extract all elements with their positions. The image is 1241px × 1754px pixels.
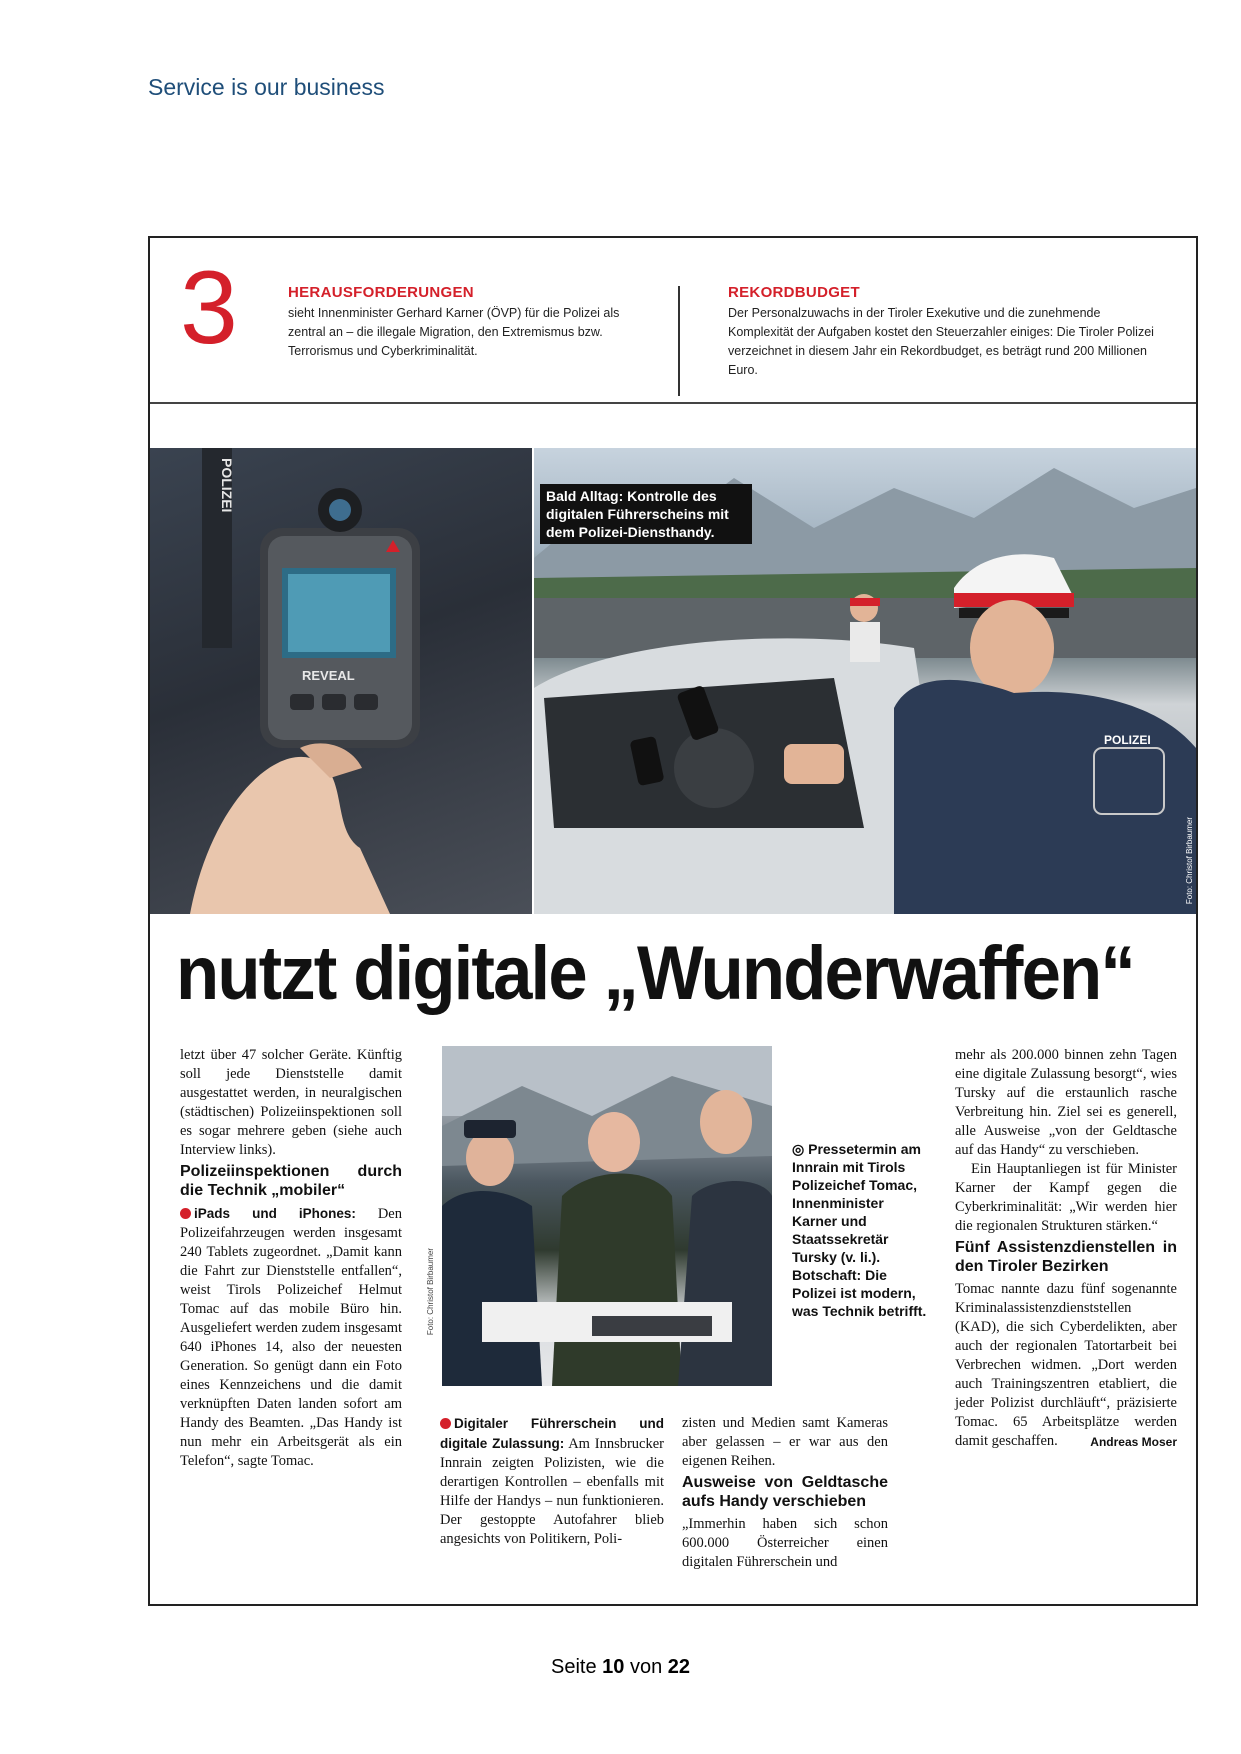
header-service-text: Service is our business bbox=[148, 74, 385, 100]
camera-icon: ◎ bbox=[792, 1141, 809, 1157]
police-badge-label: POLIZEI bbox=[1104, 733, 1151, 747]
col2-lead: Digitaler Führerschein und digitale Zulassung: bbox=[440, 1416, 664, 1451]
col1-paragraph-1: letzt über 47 solcher Geräte. Künftig soll jede Dienststelle damit ausgestattet werden, in neuralgischen (städtischen) Polizeiinspektionen soll es sogar mehrere geben (siehe auch Interview links). bbox=[180, 1047, 402, 1158]
photo-caption: Bald Alltag: Kontrolle des digitalen Führerscheins mit dem Polizei-Diensthandy. bbox=[540, 484, 752, 544]
page-total: 22 bbox=[667, 1656, 691, 1678]
inset-credit: Foto: Christof Birbaumer bbox=[426, 1248, 435, 1336]
info-left-text: sieht Innenminister Gerhard Karner (ÖVP) für die Polizei als zentral an – die illegale Migration, den Extremismus bzw. Terrorismus und Cyberkriminalität. bbox=[288, 306, 620, 358]
bullet-dot-icon bbox=[440, 1418, 451, 1429]
press-photo-illustration bbox=[442, 1046, 772, 1386]
article-column-4 bbox=[955, 1046, 1177, 1452]
col2-body: Am Innsbrucker Innrain zeigten Polizisten, wie die derartigen Kontrollen – ebenfalls mit Hilfe der Handys – nun funktionieren. Der gestoppte Autofahrer blieb angesichts von Politikern, Poli- bbox=[440, 1436, 664, 1547]
col3-subhead: Ausweise von Geldtasche aufs Handy verschieben bbox=[682, 1474, 888, 1510]
page-prefix: Seite bbox=[550, 1656, 597, 1678]
article-column-2 bbox=[440, 1414, 664, 1549]
col4-subhead: Fünf Assistenzdienstellen in den Tiroler Bezirken bbox=[955, 1239, 1177, 1275]
bodycam-illustration bbox=[150, 448, 532, 914]
article-column-1 bbox=[180, 1046, 402, 1471]
newspaper-clipping bbox=[148, 236, 1198, 1606]
info-bottom-rule bbox=[150, 402, 1196, 404]
bullet-dot-icon bbox=[180, 1208, 191, 1219]
page-mid: von bbox=[629, 1656, 663, 1678]
page-current: 10 bbox=[602, 1656, 625, 1678]
photo-credit: Foto: Christof Birbaumer bbox=[1185, 816, 1194, 904]
col1-lead: iPads und iPhones: bbox=[194, 1206, 356, 1221]
col4-paragraph-2: Ein Hauptanliegen ist für Minister Karner der Kampf gegen die Cyberkriminalität: „Wir werden hier die regionalen Strukturen stärken.“ bbox=[955, 1161, 1177, 1234]
col4-paragraph-1: mehr als 200.000 binnen zehn Tagen eine digitale Zulassung besorgt“, wies Tursky auf die erstaunlich rasche Verbreitung hin. Ziel sei es generell, alle Ausweise „von der Geldtasche auf das Handy“ zu verschieben. bbox=[955, 1047, 1177, 1158]
col4-paragraph-3 bbox=[955, 1280, 1177, 1451]
info-right-heading: REKORDBUDGET bbox=[728, 284, 860, 301]
article-column-3 bbox=[682, 1414, 888, 1572]
inset-caption-text: Pressetermin am Innrain mit Tirols Polizeichef Tomac, Innenminister Karner und Staatssekretär Tursky (v. li.). Botschaft: Die Polizei ist modern, was Technik betrifft. bbox=[792, 1141, 927, 1319]
author-byline: Andreas Moser bbox=[1090, 1435, 1177, 1449]
info-left-heading: HERAUSFORDERUNGEN bbox=[288, 284, 474, 301]
press-photo bbox=[442, 1046, 772, 1386]
col1-paragraph-2 bbox=[180, 1204, 402, 1471]
col3-paragraph-1: zisten und Medien samt Kameras aber gelassen – er war aus den eigenen Reihen. bbox=[682, 1415, 888, 1469]
device-brand-label: REVEAL bbox=[302, 668, 355, 683]
headline: nutzt digitale „Wunderwaffen“ bbox=[176, 931, 1134, 1016]
col2-paragraph-1 bbox=[440, 1414, 664, 1549]
page-footer bbox=[0, 1656, 1241, 1679]
info-right-text: Der Personalzuwachs in der Tiroler Exekutive und die zunehmende Komplexität der Aufgaben kostet den Steuerzahler einiges: Die Tiroler Polizei verzeichnet in diesem Jahr ein Rekordbudget, es beträgt rund 200 Millionen Euro. bbox=[728, 306, 1154, 377]
big-number: 3 bbox=[180, 250, 238, 366]
inset-caption bbox=[792, 1140, 932, 1320]
info-divider bbox=[678, 286, 680, 396]
col1-body: Den Polizeifahrzeugen werden insgesamt 240 Tablets zugeordnet. „Damit kann die Fahrt zur Dienststelle entfallen“, weist Tirols Polizeichef Helmut Tomac auf das mobile Büro hin. Ausgeliefert werden zudem insgesamt 640 iPhones 14, also der neuesten Generation. So genügt dann ein Foto eines Kennzeichens und die damit verknüpften Daten landen sofort am Handy des Beamten. „Das Handy ist nun mehr ein Arbeitsgerät als ein Telefon“, sagte Tomac. bbox=[180, 1206, 402, 1469]
col4-body: Tomac nannte dazu fünf sogenannte Kriminalassistenzdienststellen (KAD), die sich Cyberdelikten, aber auch der regionalen Tatortarbeit bei Verbrechen widmen. „Dort werden auch Trainingszentren etabliert, die jeder Polizist durchläuft“, präzisierte Tomac. 65 Arbeitsplätze werden damit geschaffen. bbox=[955, 1281, 1177, 1449]
vest-label: POLIZEI bbox=[219, 458, 235, 513]
bodycam-photo bbox=[150, 448, 532, 914]
col1-subhead: Polizeiinspektionen durch die Technik „mobiler“ bbox=[180, 1163, 402, 1199]
info-bar bbox=[150, 238, 1196, 406]
col3-paragraph-2: „Immerhin haben sich schon 600.000 Österreicher einen digitalen Führerschein und bbox=[682, 1516, 888, 1570]
traffic-control-photo bbox=[534, 448, 1196, 914]
